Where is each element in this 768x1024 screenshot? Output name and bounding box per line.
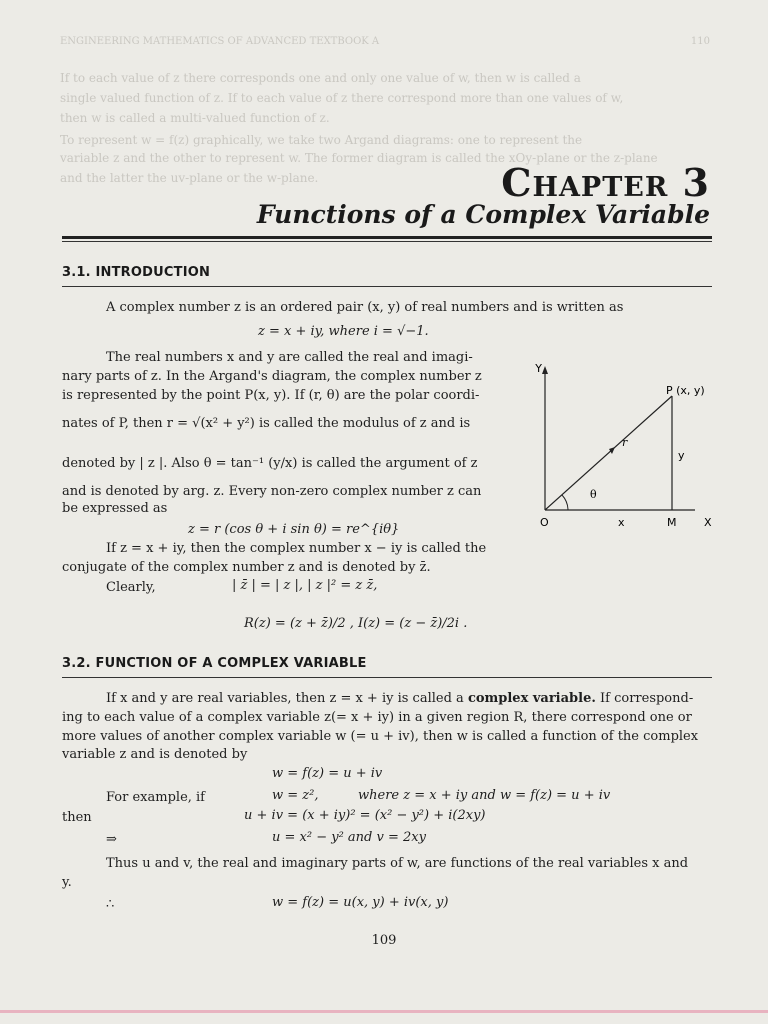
clearly-label: Clearly, — [106, 580, 156, 595]
paragraph-line: y. — [62, 875, 72, 890]
argand-diagram — [520, 360, 720, 535]
text-run: If correspond- — [595, 691, 694, 706]
paragraph-line: is represented by the point P(x, y). If (r, θ) are the polar coordi- — [62, 388, 480, 403]
bleed-line: variable z and the other to represent w. The former diagram is called the xOy-plane or the z-plane — [60, 151, 658, 165]
bleed-header-right: 110 — [690, 36, 710, 47]
equation-where: where z = x + iy and w = f(z) = u + iv — [358, 788, 611, 803]
y-axis-label: Y — [535, 362, 542, 375]
equation-example: w = z², — [272, 788, 319, 803]
paragraph-line: The real numbers x and y are called the real and imagi- — [106, 350, 473, 365]
angle-arc — [562, 495, 568, 510]
chapter-title: Functions of a Complex Variable — [256, 200, 710, 229]
paragraph-line: more values of another complex variable w (= u + iv), then w is called a function of the complex — [62, 729, 699, 744]
title-rule-thin — [62, 241, 712, 242]
text-run: If x and y are real variables, then z = x + iy is called a — [106, 691, 468, 706]
therefore-symbol: ∴ — [106, 897, 115, 912]
bleed-line: and the latter the uv-plane or the w-plane. — [60, 171, 319, 185]
section-heading-introduction: 3.1. INTRODUCTION — [62, 265, 211, 280]
radius-line-op — [545, 396, 672, 510]
bleed-header-left: ENGINEERING MATHEMATICS OF ADVANCED TEXTBOOK A — [60, 36, 380, 47]
paragraph-line: be expressed as — [62, 501, 168, 516]
paragraph-line: conjugate of the complex number z and is denoted by z̄. — [62, 560, 431, 575]
paragraph-line: If z = x + iy, then the complex number x − iy is called the — [106, 541, 487, 556]
x-axis-label: X — [704, 516, 712, 529]
origin-label: O — [540, 516, 549, 529]
page-edge-strip — [0, 1010, 768, 1013]
bleed-line: If to each value of z there corresponds one and only one value of w, then w is called a — [60, 71, 581, 85]
section-heading-function: 3.2. FUNCTION OF A COMPLEX VARIABLE — [62, 656, 367, 671]
x-length-label: x — [618, 516, 625, 529]
equation-w: w = f(z) = u + iv — [272, 766, 383, 781]
paragraph-line — [106, 689, 693, 708]
equation-polar-form: z = r (cos θ + i sin θ) = re^{iθ} — [188, 522, 400, 537]
paragraph-line-modulus: nates of P, then r = √(x² + y²) is called the modulus of z and is — [62, 416, 471, 431]
paragraph-line: Thus u and v, the real and imaginary parts of w, are functions of the real variables x and — [106, 856, 689, 871]
paragraph-line: variable z and is denoted by — [62, 747, 248, 762]
then-label: then — [62, 810, 92, 825]
equation-z: z = x + iy, where i = √−1. — [258, 324, 429, 339]
paragraph-line: nary parts of z. In the Argand's diagram, the complex number z — [62, 369, 482, 384]
y-axis-arrow-icon — [542, 366, 548, 374]
paragraph-line: ing to each value of a complex variable z(= x + iy) in a given region R, there correspond one or — [62, 710, 692, 725]
equation-conjugate: | z̄ | = | z |, | z |² = z z̄, — [232, 578, 378, 593]
for-example-label: For example, if — [106, 790, 205, 805]
page-number: 109 — [371, 933, 397, 948]
section-rule — [62, 677, 712, 678]
theta-label: θ — [590, 488, 597, 501]
r-label: r — [622, 436, 628, 449]
section-rule — [62, 286, 712, 287]
equation-u-v: u = x² − y² and v = 2xy — [272, 830, 426, 845]
equation-final: w = f(z) = u(x, y) + iv(x, y) — [272, 895, 449, 910]
bleed-line: To represent w = f(z) graphically, we take two Argand diagrams: one to represent the — [60, 133, 583, 147]
equation-expansion: u + iv = (x + iy)² = (x² − y²) + i(2xy) — [244, 808, 486, 823]
paragraph-line: A complex number z is an ordered pair (x, y) of real numbers and is written as — [106, 300, 624, 315]
term-complex-variable: complex variable. — [467, 691, 596, 706]
title-rule — [62, 236, 712, 239]
chapter-label: Chapter 3 — [501, 160, 710, 205]
radius-arrow-icon — [609, 447, 615, 454]
m-label: M — [667, 516, 677, 529]
point-p-label: P (x, y) — [666, 384, 705, 397]
y-length-label: y — [678, 449, 685, 462]
equation-real-imag-parts: R(z) = (z + z̄)/2 , I(z) = (z − z̄)/2i . — [244, 616, 468, 631]
bleed-through-header — [60, 36, 710, 47]
bleed-line: then w is called a multi-valued function of z. — [60, 111, 330, 125]
implies-symbol: ⇒ — [106, 832, 117, 847]
bleed-line: single valued function of z. If to each value of z there correspond more than one values of w, — [60, 91, 624, 105]
paragraph-line-argument: denoted by | z |. Also θ = tan⁻¹ (y/x) is called the argument of z — [62, 456, 478, 471]
paragraph-line: and is denoted by arg. z. Every non-zero complex number z can — [62, 484, 482, 499]
